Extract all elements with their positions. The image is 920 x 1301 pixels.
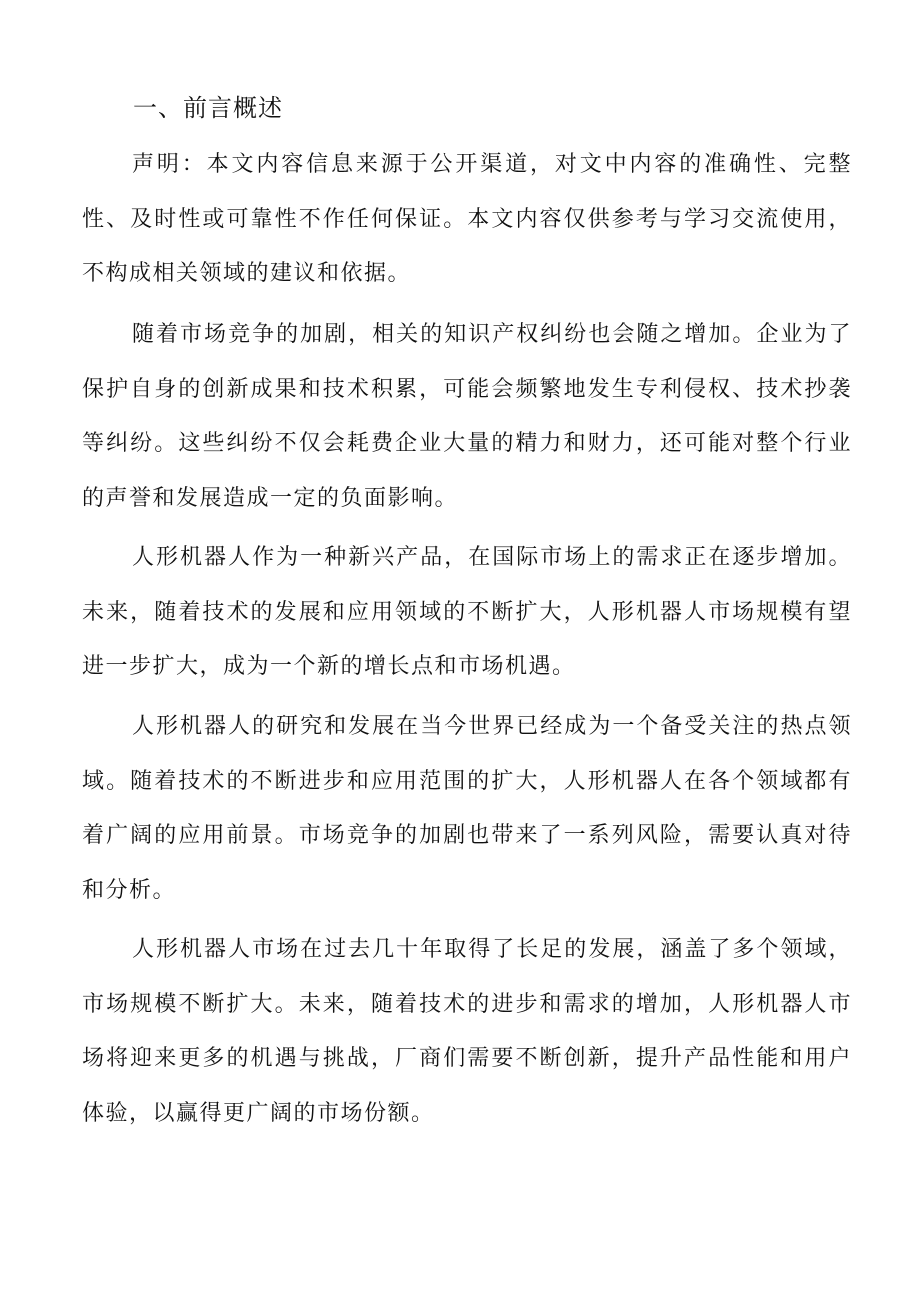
paragraph-research-hotspot: 人形机器人的研究和发展在当今世界已经成为一个备受关注的热点领域。随着技术的不断进步和应用范围的扩大，人形机器人在各个领域都有着广阔的应用前景。市场竞争的加剧也带来了一系列风险，需要认真对待和分析。 — [82, 714, 852, 903]
paragraph-market-demand: 人形机器人作为一种新兴产品，在国际市场上的需求正在逐步增加。未来，随着技术的发展和应用领域的不断扩大，人形机器人市场规模有望进一步扩大，成为一个新的增长点和市场机遇。 — [82, 545, 852, 679]
section-heading: 一、前言概述 — [133, 94, 283, 122]
paragraph-disclaimer: 声明：本文内容信息来源于公开渠道，对文中内容的准确性、完整性、及时性或可靠性不作任何保证。本文内容仅供参考与学习交流使用，不构成相关领域的建议和依据。 — [82, 152, 852, 286]
paragraph-market-development: 人形机器人市场在过去几十年取得了长足的发展，涵盖了多个领域，市场规模不断扩大。未来，随着技术的进步和需求的增加，人形机器人市场将迎来更多的机遇与挑战，厂商们需要不断创新，提升产品性能和用户体验，以赢得更广阔的市场份额。 — [82, 937, 852, 1126]
paragraph-ip-disputes: 随着市场竞争的加剧，相关的知识产权纠纷也会随之增加。企业为了保护自身的创新成果和技术积累，可能会频繁地发生专利侵权、技术抄袭等纠纷。这些纠纷不仅会耗费企业大量的精力和财力，还可能对整个行业的声誉和发展造成一定的负面影响。 — [82, 322, 852, 511]
